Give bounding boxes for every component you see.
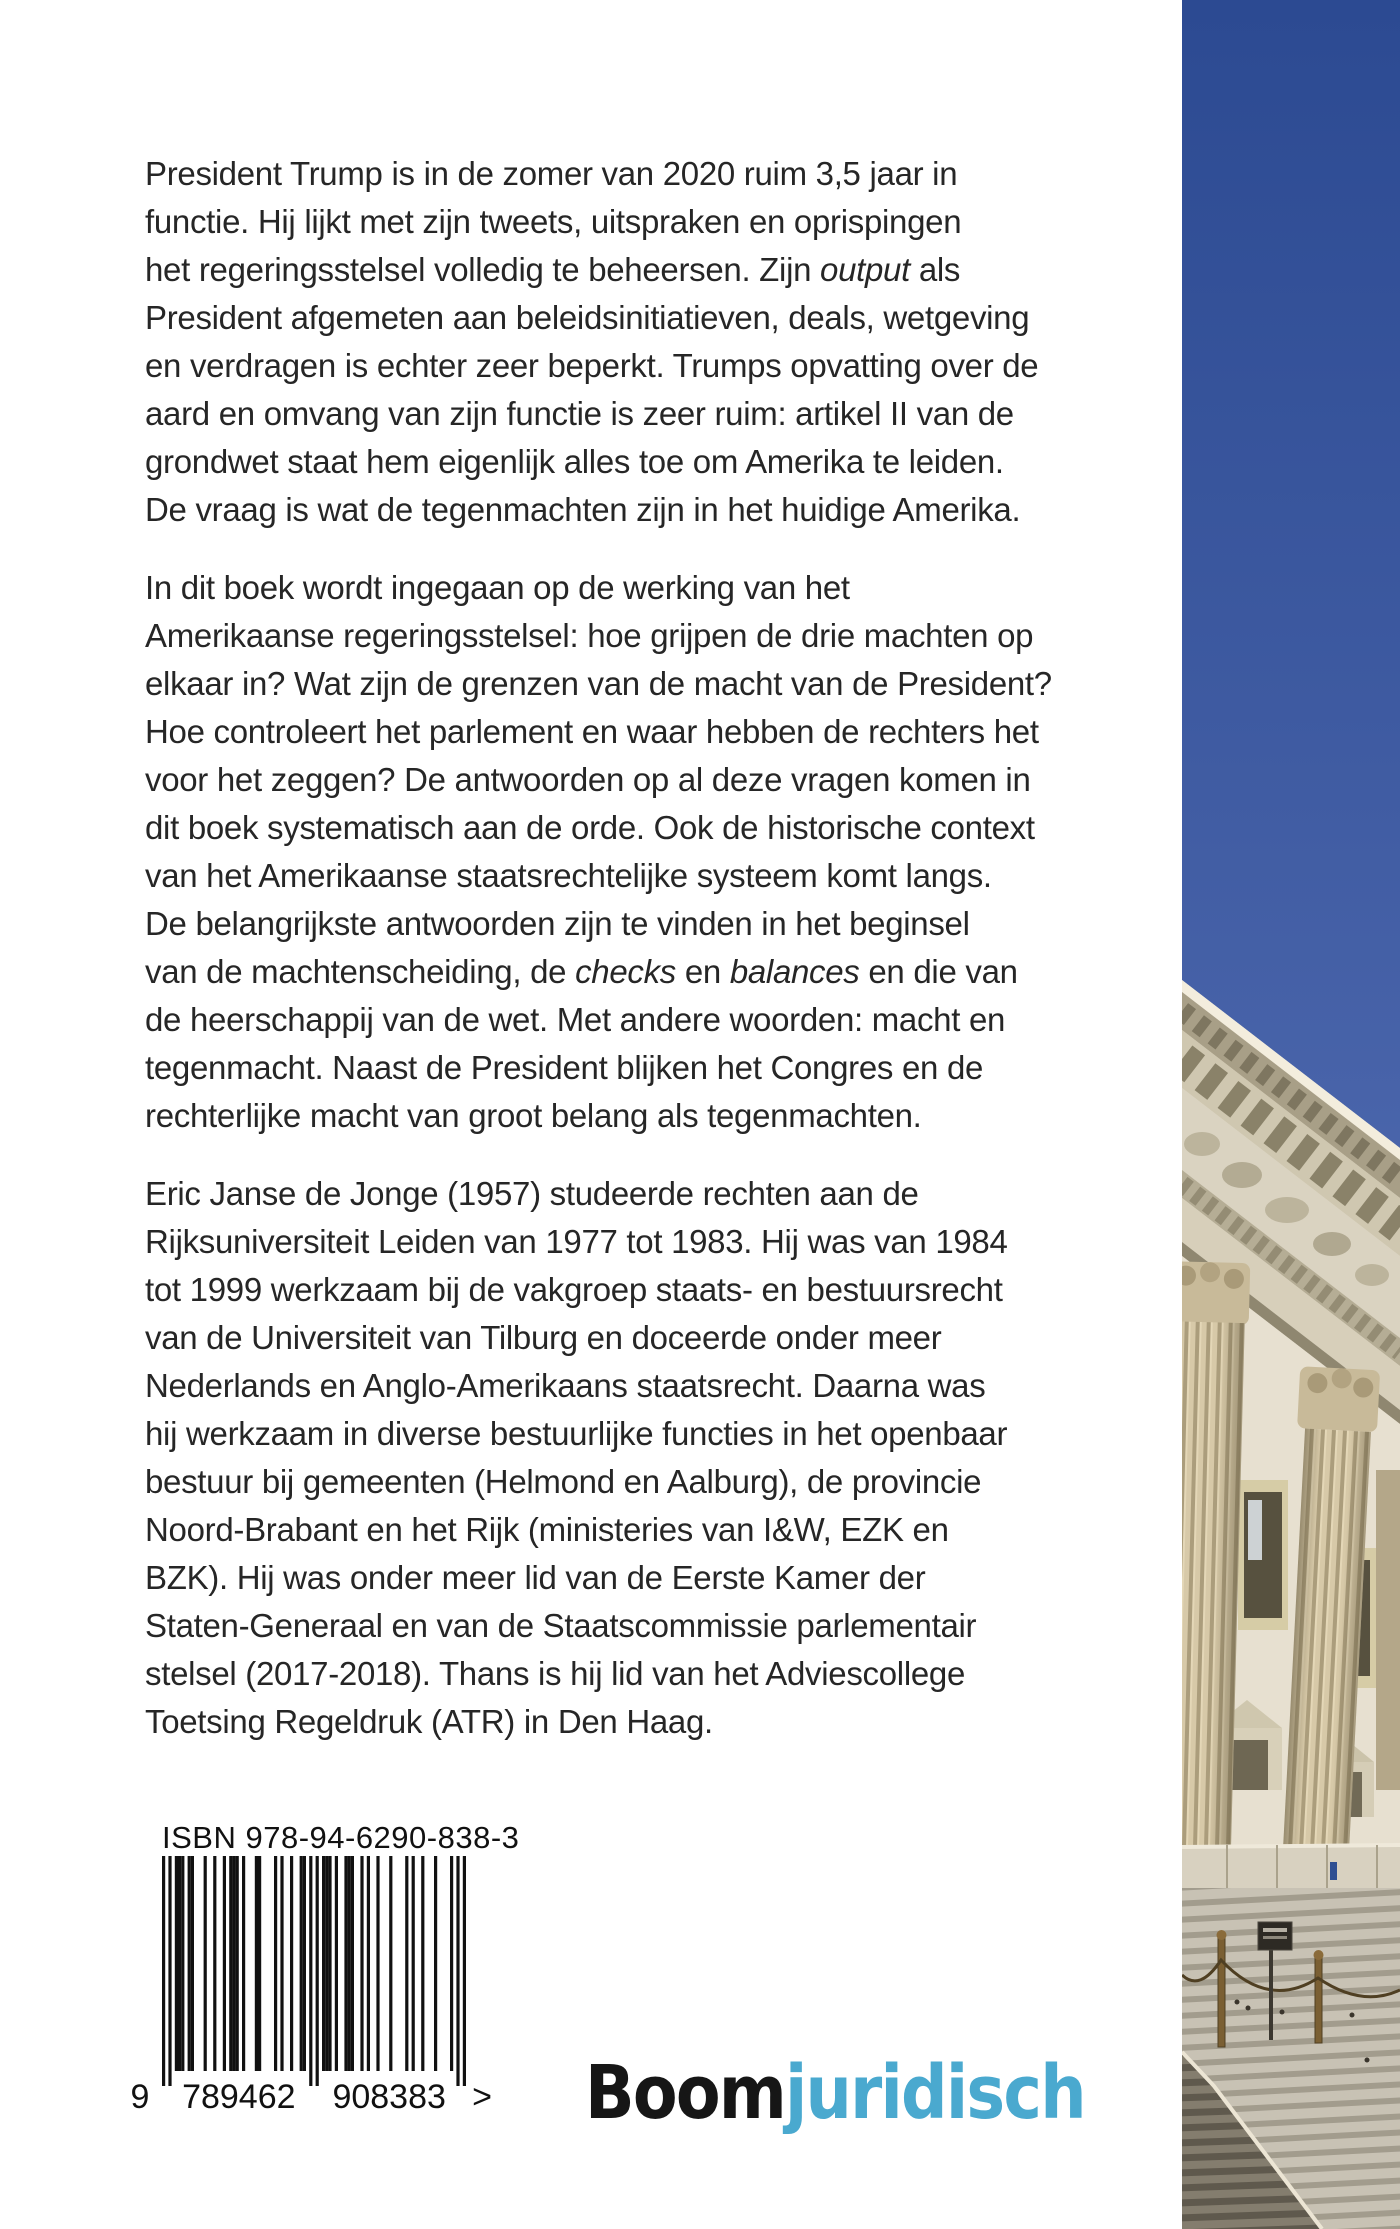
barcode-bar xyxy=(389,1856,392,2071)
text-line: hij werkzaam in diverse bestuurlijke functies in het openbaar xyxy=(145,1415,1008,1452)
ean-right-group: 908383 xyxy=(332,2078,446,2114)
barcode-bar xyxy=(328,1856,331,2071)
barcode-bar xyxy=(463,1856,466,2086)
barcode-bar xyxy=(168,1856,171,2086)
text-line: Toetsing Regeldruk (ATR) in Den Haag. xyxy=(145,1703,713,1740)
text-line: het regeringsstelsel volledig te beheersen. Zijn output als xyxy=(145,251,961,288)
text-line: Hoe controleert het parlement en waar hebben de rechters het xyxy=(145,713,1039,750)
barcode-bar xyxy=(421,1856,424,2071)
barcode-bar xyxy=(223,1856,226,2071)
barcode-bar xyxy=(316,1856,319,2086)
text-line: aard en omvang van zijn functie is zeer ruim: artikel II van de xyxy=(145,395,1014,432)
text-line: functie. Hij lijkt met zijn tweets, uitspraken en oprispingen xyxy=(145,203,962,240)
text-line: bestuur bij gemeenten (Helmond en Aalburg), de provincie xyxy=(145,1463,982,1500)
barcode-bar xyxy=(335,1856,338,2071)
barcode-bar xyxy=(376,1856,379,2071)
publisher-logo-boom: Boom xyxy=(585,2050,785,2136)
barcode-bar xyxy=(344,1856,347,2071)
barcode-bar xyxy=(162,1856,165,2086)
ean-left-group: 789462 xyxy=(182,2078,296,2114)
text-line: President afgemeten aan beleidsinitiatieven, deals, wetgeving xyxy=(145,299,1030,336)
ean-first-digit: 9 xyxy=(130,2078,150,2114)
text-line: van het Amerikaanse staatsrechtelijke systeem komt langs. xyxy=(145,857,992,894)
text-line: De belangrijkste antwoorden zijn te vinden in het beginsel xyxy=(145,905,970,942)
publisher-logo xyxy=(585,2050,1085,2136)
isbn-label: ISBN 978-94-6290-838-3 xyxy=(162,1820,520,1855)
text-line: stelsel (2017-2018). Thans is hij lid van het Adviescollege xyxy=(145,1655,966,1692)
barcode-bar xyxy=(412,1856,415,2071)
text-line: de heerschappij van de wet. Met andere woorden: macht en xyxy=(145,1001,1006,1038)
text-line: grondwet staat hem eigenlijk alles toe om Amerika te leiden. xyxy=(145,443,1004,480)
text-line: Noord-Brabant en het Rijk (ministeries van I&W, EZK en xyxy=(145,1511,949,1548)
text-line: rechterlijke macht van groot belang als tegenmachten. xyxy=(145,1097,922,1134)
barcode-bar xyxy=(213,1856,216,2071)
text-line: Rijksuniversiteit Leiden van 1977 tot 1983. Hij was van 1984 xyxy=(145,1223,1008,1260)
barcode-bar xyxy=(274,1856,277,2071)
paragraph xyxy=(145,150,1052,534)
barcode-bar xyxy=(325,1856,328,2071)
barcode-bar xyxy=(236,1856,239,2071)
barcode-bar xyxy=(322,1856,325,2071)
text-line: en verdragen is echter zeer beperkt. Trumps opvatting over de xyxy=(145,347,1039,384)
text-line: van de Universiteit van Tilburg en doceerde onder meer xyxy=(145,1319,942,1356)
text-line: President Trump is in de zomer van 2020 ruim 3,5 jaar in xyxy=(145,155,958,192)
barcode-bar xyxy=(405,1856,408,2071)
pedestal-band xyxy=(1182,1845,1400,1890)
text-line: Nederlands en Anglo-Amerikaans staatsrecht. Daarna was xyxy=(145,1367,986,1404)
barcode-bar xyxy=(232,1856,235,2071)
paragraph xyxy=(145,1170,1052,1746)
barcode-bar xyxy=(434,1856,437,2071)
barcode-bar xyxy=(450,1856,453,2071)
barcode-bar xyxy=(175,1856,178,2071)
text-line: In dit boek wordt ingegaan op de werking van het xyxy=(145,569,850,606)
barcode-bar xyxy=(258,1856,261,2071)
text-line: elkaar in? Wat zijn de grenzen van de macht van de President? xyxy=(145,665,1052,702)
publisher-logo-juridisch: juridisch xyxy=(784,2050,1085,2136)
barcode-bar xyxy=(348,1856,351,2071)
barcode-bar xyxy=(204,1856,207,2071)
barcode-bar xyxy=(367,1856,370,2071)
barcode-bar xyxy=(309,1856,312,2086)
background-column xyxy=(1376,1470,1400,1790)
blue-bottle xyxy=(1330,1862,1337,1880)
barcode-bar xyxy=(280,1856,283,2071)
barcode-bar xyxy=(188,1856,191,2071)
text-line: Amerikaanse regeringsstelsel: hoe grijpen de drie machten op xyxy=(145,617,1034,654)
text-line: van de machtenscheiding, de checks en balances en die van xyxy=(145,953,1018,990)
barcode-bar xyxy=(300,1856,303,2071)
text-line: Staten-Generaal en van de Staatscommissie parlementair xyxy=(145,1607,977,1644)
barcode-bar xyxy=(181,1856,184,2071)
barcode-bar xyxy=(456,1856,459,2086)
ean13-barcode xyxy=(128,1856,528,2114)
barcode-bar xyxy=(191,1856,194,2071)
barcode-bar xyxy=(178,1856,181,2071)
text-line: dit boek systematisch aan de orde. Ook de historische context xyxy=(145,809,1035,846)
paragraph xyxy=(145,564,1052,1140)
window xyxy=(1238,1480,1288,1630)
text-line: tegenmacht. Naast de President blijken het Congres en de xyxy=(145,1049,984,1086)
barcode-bar xyxy=(290,1856,293,2071)
text-line: De vraag is wat de tegenmachten zijn in het huidige Amerika. xyxy=(145,491,1021,528)
text-line: BZK). Hij was onder meer lid van de Eerste Kamer der xyxy=(145,1559,926,1596)
text-line: tot 1999 werkzaam bij de vakgroep staats- en bestuursrecht xyxy=(145,1271,1003,1308)
barcode-bar xyxy=(360,1856,363,2071)
barcode-bar xyxy=(242,1856,245,2071)
text-line: voor het zeggen? De antwoorden op al deze vragen komen in xyxy=(145,761,1031,798)
text-line: Eric Janse de Jonge (1957) studeerde rechten aan de xyxy=(145,1175,919,1212)
barcode-bar xyxy=(351,1856,354,2071)
ean-quiet-zone-mark: > xyxy=(472,2078,492,2114)
barcode-bar xyxy=(229,1856,232,2071)
barcode-bar xyxy=(255,1856,258,2071)
blurb-text-column xyxy=(145,150,1052,1746)
barcode-bar xyxy=(303,1856,306,2071)
building-photo xyxy=(1182,0,1400,2229)
sky xyxy=(1182,0,1400,1180)
